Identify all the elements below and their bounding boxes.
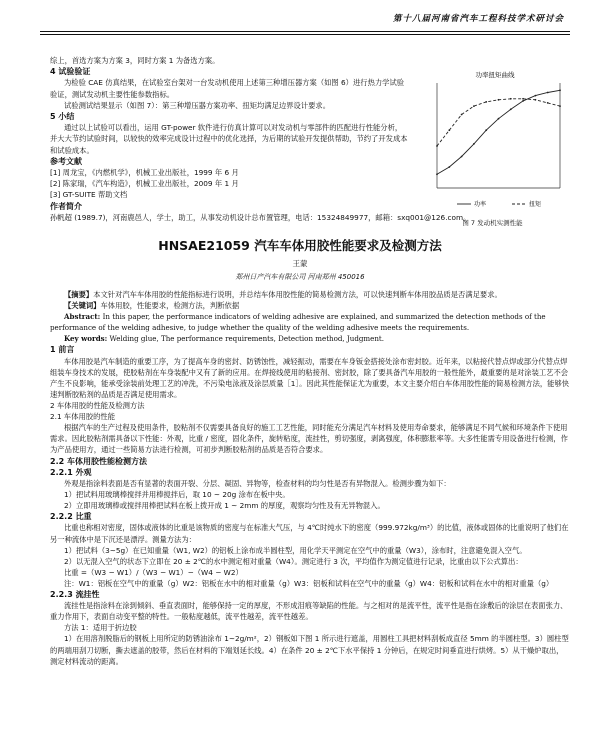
article-author: 王蒙 xyxy=(292,259,308,268)
data-point xyxy=(498,99,500,101)
en-abstract-label: Abstract: xyxy=(64,312,101,322)
data-point xyxy=(559,105,561,107)
paragraph: 比重也称相对密度，固体或液体的比重是该物质的密度与在标准大气压，与 4℃时纯水下的密度（999.972kg/m³）的比值，液体或固体的比重说明了他们在另一种流体中是下沉还是漂浮。测量方法为： xyxy=(50,523,569,544)
step: 1）把试料用玻璃棒搅拌并用棒搅拌后，取 10 ~ 20g 涂布在板中央。 xyxy=(64,490,290,500)
method-label: 方法 1：适用于折边胶 xyxy=(64,623,137,633)
author-bio: 孙帆超 (1989.7)，河南鹿邑人，学士，助工，从事发动机设计总布置管理，电话：15324849977，邮箱：sxq001@126.com。 xyxy=(50,212,471,222)
data-point xyxy=(498,118,500,120)
section-heading: 5 小结 xyxy=(50,112,75,122)
article-body xyxy=(50,289,570,667)
legend-label: 功率 xyxy=(474,201,487,209)
paragraph: 外观是指涂料表面是否有显著的表面开裂、分层、凝固、异物等，检查材料的均匀性是否有异物混入。检测步骤为如下： xyxy=(64,478,451,488)
data-point xyxy=(510,108,512,110)
step: 2）立即用玻璃棒或搅拌用棒把试料在板上拨开成 1 ~ 2mm 的厚度，观察均匀性及有无异物混入。 xyxy=(64,501,385,511)
paragraph: 1）在用溶剂脱脂后的钢板上用所定的防锈油涂布 1~2g/m²，2）钢板如下图 1 所示进行遮盖，用圆柱工具把材料刮板成直径 5mm 的半圆柱型。3）圆柱型的两端用刮刀切断，撕去遮盖的胶带，然后在材料的下端划延长线。4）在条件 20 ± 2℃下水平保持 1 分钟后，在规定时间垂直进行烘烤。5）从干燥炉取出，测定材料流动的距离。 xyxy=(50,634,569,666)
english-abstract xyxy=(50,311,570,333)
subsection-heading: 2.1 车体用胶的性能 xyxy=(50,412,116,422)
en-keywords-label: Key words: xyxy=(64,334,108,344)
subsection-heading: 2.2 车体用胶性能检测方法 xyxy=(50,456,147,466)
data-point xyxy=(535,95,537,97)
article-title: HNSAE21059 汽车车体用胶性能要求及检测方法 xyxy=(158,238,442,253)
chart-title: 功率扭矩曲线 xyxy=(475,71,515,79)
legend-label: 扭矩 xyxy=(529,201,542,209)
references-heading: 参考文献 xyxy=(50,156,82,166)
data-point xyxy=(535,99,537,101)
english-keywords xyxy=(50,333,570,344)
paragraph: 车体用胶是汽车制造的重要工序，为了提高车身的密封、防锈蚀性，减轻振动，需要在车身钣金搭接处涂布密封胶。近年来，以粘接代替点焊或部分代替点焊组装车身技术的发展，使胶粘剂在车身装配中又有了新的应用。在焊接线使用的粘接剂、密封胶，除了要具备汽车用胶的一般性能外，最重要的是对涂装工艺不会产生不良影响，能承受涂装前处理工艺的冲洗，不污染电泳液及涂层质量［1］。因此其性能保证尤为重要，本文主要介绍白车体用胶性能的简易检测方法，能够快速判断胶粘剂的品质是否满足使用需求。 xyxy=(50,356,570,399)
running-header xyxy=(0,0,600,40)
data-point xyxy=(448,166,450,168)
data-point xyxy=(522,98,524,100)
data-point xyxy=(547,102,549,104)
abstract xyxy=(50,289,570,300)
data-point xyxy=(473,143,475,145)
section-heading: 4 试验验证 xyxy=(50,67,91,77)
reference-item: [3] GT-SUITE 帮助文档 xyxy=(50,190,128,200)
keywords xyxy=(50,300,570,311)
paragraph: 试验测试结果显示（如图 7）：第三种增压器方案功率、扭矩均满足边界设计要求。 xyxy=(64,100,330,110)
keywords-text: 车体用胶，性能要求，检测方法，判断依据 xyxy=(100,301,240,311)
step: 1）把试料（3~5g）在已知重量（W1, W2）的铝板上涂布成半圆柱型，用化学天平测定在空气中的重量（W3），涂布时，注意避免混入空气。 xyxy=(64,545,527,555)
data-point xyxy=(461,156,463,158)
data-point xyxy=(448,129,450,131)
header-rule-thin xyxy=(40,34,570,35)
abstract-label: 【摘要】 xyxy=(64,290,94,299)
data-point xyxy=(510,98,512,100)
data-point xyxy=(436,145,438,147)
data-point xyxy=(522,100,524,102)
data-point xyxy=(559,89,561,91)
formula: 比重 =（W3 − W1）/（W3 − W1）−（W4 − W2） xyxy=(64,567,243,577)
running-title: 第十八届河南省汽车工程科技学术研讨会 xyxy=(392,14,564,24)
section-heading: 2 车体用胶的性能及检测方法 xyxy=(50,401,145,411)
subsection-heading: 2.2.1 外观 xyxy=(50,467,92,477)
conclusion-line: 综上，首选方案为方案 3，同时方案 1 为备选方案。 xyxy=(50,56,220,65)
paragraph: 根据汽车的生产过程及使用条件，胶粘剂不仅需要具备良好的施工工艺性能，同时能充分满足汽车材料及使用寿命要求，能够满足不同气候和环境条件下使用需求。因此胶粘剂需具备以下性能：外观，比重 / 密度，固化条件，旋转粘度，流挂性，剪切强度，剥离强度，体积膨胀率等。大多性能需专用设备进行检测，作为产品使用方，通过一些简易方法进行检测，可初步判断胶粘剂的品质是否符合要求。 xyxy=(50,423,568,455)
en-abstract-text: In this paper, the performance indicators of welding adhesive are explained, and summarized the detection methods of the performance of the welding adhesive, to judge whether the quality of the welding adhesive meets the requirements. xyxy=(50,312,546,333)
reference-item: [1] 周龙宝，《内燃机学》，机械工业出版社，1999 年 6 月 xyxy=(50,168,239,178)
subsection-heading: 2.2.3 流挂性 xyxy=(50,589,100,599)
paragraph: 通过以上试验可以看出，运用 GT-power 软件进行仿真计算可以对发动机与零部件的匹配进行性能分析，并大大节约试验时间，以较快的效率完成设计过程中的优化选择，为后期的试验开发提供帮助，节约了开发成本和试验成本。 xyxy=(50,123,408,155)
keywords-label: 【关键词】 xyxy=(64,301,101,311)
paragraph: 流挂性是指涂料在涂到倾斜、垂直表面时，能够保持一定的厚度，不形成泪痕等缺陷的性能。与之相对的是流平性，流平性是指在涂敷后的涂层在表面张力、重力作用下，表面自动变平整的特性。一般粘度越低，流平性越差，流平性越差。 xyxy=(50,601,568,622)
data-point xyxy=(547,92,549,94)
data-point xyxy=(461,114,463,116)
paragraph: 为检验 CAE 仿真结果，在试验室台架对一台发动机使用上述第三种增压器方案（如图 6）进行热力学试验验证，测试发动机主要性能参数指标。 xyxy=(50,78,405,99)
figure-caption: 图 7 发动机实测性能 xyxy=(462,219,523,227)
subsection-heading: 2.2.2 比重 xyxy=(50,512,92,522)
data-point xyxy=(485,101,487,103)
figure-7 xyxy=(415,68,570,228)
article-affiliation: 郑州日产汽车有限公司 河南郑州 450016 xyxy=(235,273,365,281)
reference-item: [2] 陈家瑞，《汽车构造》，机械工业出版社，2009 年 1 月 xyxy=(50,179,239,189)
data-point xyxy=(485,129,487,131)
data-point xyxy=(436,173,438,175)
series-line-2 xyxy=(437,99,560,146)
abstract-text: 本文针对汽车车体用胶的性能指标进行说明，并总结车体用胶性能的简易检测方法，可以快速判断车体用胶品质是否满足要求。 xyxy=(93,290,502,299)
performance-chart xyxy=(415,68,570,216)
series-line-1 xyxy=(437,90,560,174)
data-point xyxy=(473,105,475,107)
header-rule-thick xyxy=(40,31,570,32)
formula-note: 注：W1：铝板在空气中的重量（g）W2：铝板在水中的相对重量（g）W3：铝板和试料在空气中的重量（g）W4：铝板和试料在水中的相对重量（g） xyxy=(64,578,554,588)
en-keywords-text: Welding glue, The performance requirements, Detection method, Judgment. xyxy=(109,334,385,344)
step: 2）以无混入空气的状态下立即在 20 ± 2℃的水中测定相对重量（W4）。测定进行 3 次，平均值作为测定值进行记录，比重由以下公式算出： xyxy=(64,556,523,566)
section-heading: 1 前言 xyxy=(50,345,75,355)
author-bio-heading: 作者简介 xyxy=(50,201,82,211)
